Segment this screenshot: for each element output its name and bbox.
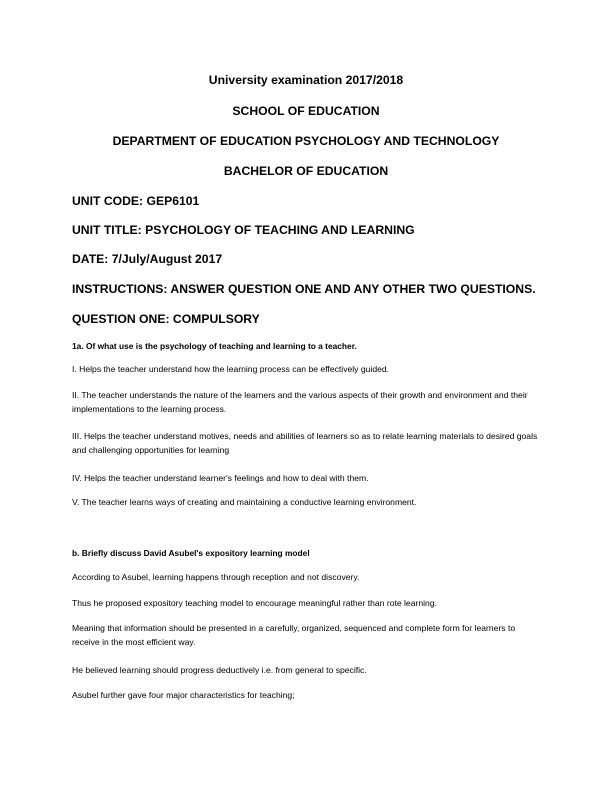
instructions: INSTRUCTIONS: ANSWER QUESTION ONE AND ANY OTHER TWO QUESTIONS. <box>72 282 536 296</box>
unit-title: UNIT TITLE: PSYCHOLOGY OF TEACHING AND LEARNING <box>72 223 415 237</box>
answer-1a-item: III. Helps the teacher understand motives, needs and abilities of learners so as to relate learning materials to desired goals and challenging opportunities for learning <box>72 431 538 455</box>
answer-1b-paragraph: According to Asubel, learning happens through reception and not discovery. <box>72 572 360 582</box>
question-1b: b. Briefly discuss David Asubel's expository learning model <box>72 548 310 558</box>
question-1a: 1a. Of what use is the psychology of teaching and learning to a teacher. <box>72 341 357 351</box>
answer-1a-item: II. The teacher understands the nature of the learners and the various aspects of their growth and environment and their implementations to the learning process. <box>72 390 528 414</box>
answer-1b-paragraph: He believed learning should progress deductively i.e. from general to specific. <box>72 665 367 675</box>
answer-1b-paragraph: Meaning that information should be presented in a carefully, organized, sequenced and complete form for learners to receive in the most efficient way. <box>72 623 516 647</box>
programme-name: BACHELOR OF EDUCATION <box>223 164 389 178</box>
answer-1a-item: V. The teacher learns ways of creating and maintaining a conductive learning environment. <box>72 497 417 507</box>
answer-1a-item: IV. Helps the teacher understand learner's feelings and how to deal with them. <box>72 473 369 483</box>
unit-code: UNIT CODE: GEP6101 <box>72 194 200 208</box>
question-one-heading: QUESTION ONE: COMPULSORY <box>72 312 260 326</box>
exam-date: DATE: 7/July/August 2017 <box>72 252 223 266</box>
exam-title: University examination 2017/2018 <box>208 73 404 87</box>
answer-1b-paragraph: Asubel further gave four major characteristics for teaching; <box>72 690 295 700</box>
school-name: SCHOOL OF EDUCATION <box>232 104 380 118</box>
department-name: DEPARTMENT OF EDUCATION PSYCHOLOGY AND TECHNOLOGY <box>112 134 500 148</box>
answer-1b-paragraph: Thus he proposed expository teaching model to encourage meaningful rather than rote learning. <box>72 598 437 608</box>
answer-1a-item: I. Helps the teacher understand how the learning process can be effectively guided. <box>72 364 390 374</box>
